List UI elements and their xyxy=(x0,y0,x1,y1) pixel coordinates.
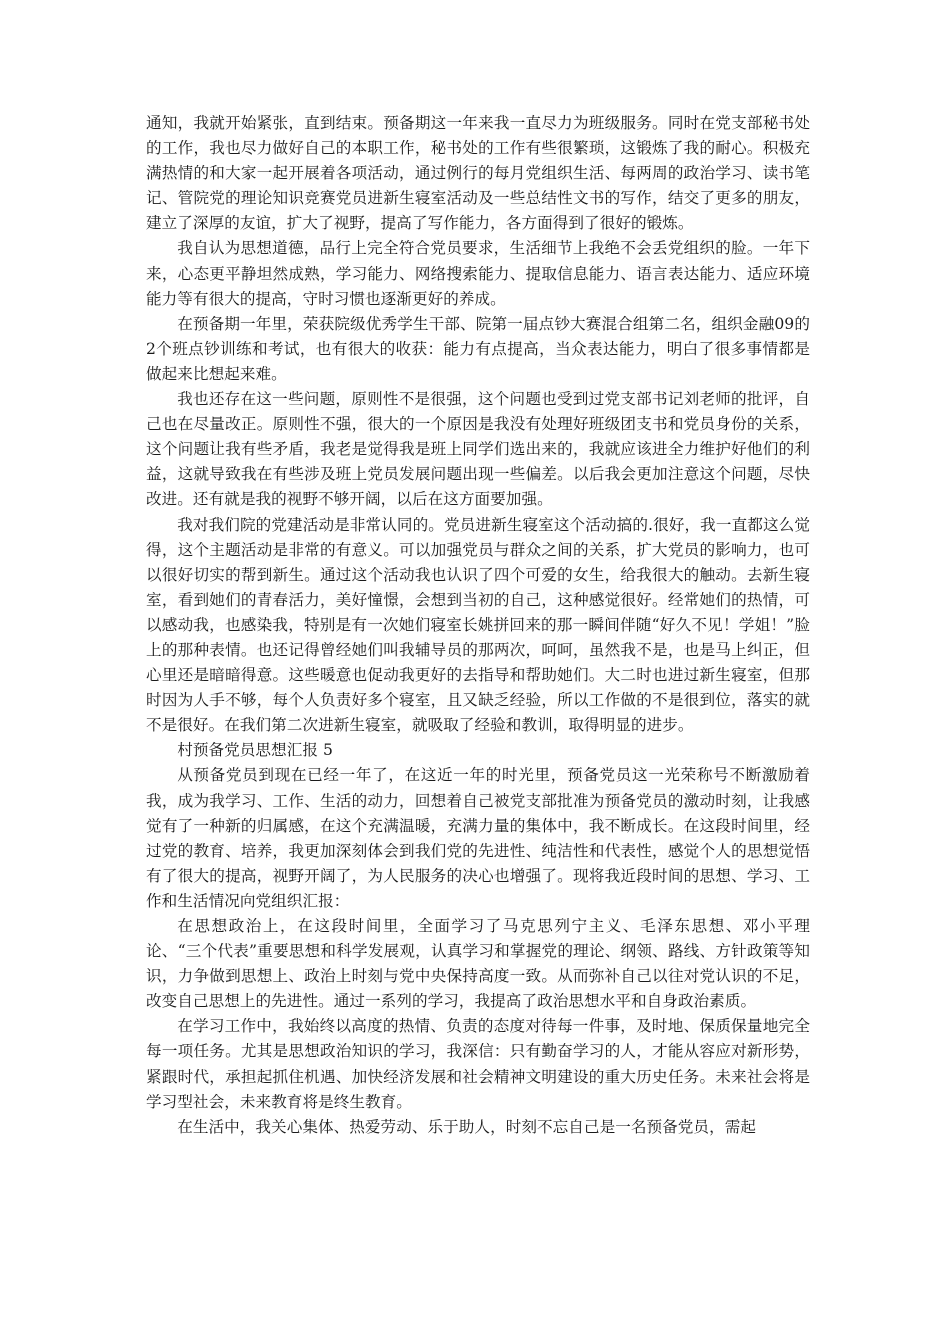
paragraph-continuation: 通知，我就开始紧张，直到结束。预备期这一年来我一直尽力为班级服务。同时在党支部秘书处的工作，我也尽力做好自己的本职工作，秘书处的工作有些很繁琐，这锻炼了我的耐心。积极充满热情的和大家一起开展着各项活动，通过例行的每月党组织生活、每两周的政治学习、读书笔记、管院党的理论知识竞赛党员进新生寝室活动及一些总结性文书的写作，结交了更多的朋友，建立了深厚的友谊，扩大了视野，提高了写作能力，各方面得到了很好的锻炼。 xyxy=(146,114,810,233)
paragraph: 在生活中，我关心集体、热爱劳动、乐于助人，时刻不忘自己是一名预备党员，需起 xyxy=(177,1117,757,1136)
paragraph: 我自认为思想道德，品行上完全符合党员要求，生活细节上我绝不会丢党组织的脸。一年下来，心态更平静坦然成熟，学习能力、网络搜索能力、提取信息能力、语言表达能力、适应环境能力等有很大的提高，守时习惯也逐渐更好的养成。 xyxy=(146,239,810,308)
paragraph: 我也还存在这一些问题，原则性不是很强，这个问题也受到过党支部书记刘老师的批评，自己也在尽量改正。原则性不强，很大的一个原因是我没有处理好班级团支书和党员身份的关系，这个问题让我有些矛盾，我老是觉得我是班上同学们选出来的，我就应该进全力维护好他们的利益，这就导致我在有些涉及班上党员发展问题出现一些偏差。以后我会更加注意这个问题，尽快改进。还有就是我的视野不够开阔，以后在这方面要加强。 xyxy=(146,390,810,509)
document-body xyxy=(146,111,810,1140)
paragraph: 在思想政治上，在这段时间里，全面学习了马克思列宁主义、毛泽东思想、邓小平理论、“三个代表”重要思想和科学发展观，认真学习和掌握党的理论、纲领、路线、方针政策等知识，力争做到思想上、政治上时刻与党中央保持高度一致。从而弥补自己以往对党认识的不足，改变自己思想上的先进性。通过一系列的学习，我提高了政治思想水平和自身政治素质。 xyxy=(146,917,810,1011)
paragraph: 在预备期一年里，荣获院级优秀学生干部、院第一届点钞大赛混合组第二名，组织金融09的2个班点钞训练和考试，也有很大的收获：能力有点提高，当众表达能力，明白了很多事情都是做起来比想起来难。 xyxy=(146,314,810,383)
paragraph: 在学习工作中，我始终以高度的热情、负责的态度对待每一件事，及时地、保质保量地完全每一项任务。尤其是思想政治知识的学习，我深信：只有勤奋学习的人，才能从容应对新形势，紧跟时代，承担起抓住机遇、加快经济发展和社会精神文明建设的重大历史任务。未来社会将是学习型社会，未来教育将是终生教育。 xyxy=(146,1017,810,1111)
paragraph: 从预备党员到现在已经一年了，在这近一年的时光里，预备党员这一光荣称号不断激励着我，成为我学习、工作、生活的动力，回想着自己被党支部批准为预备党员的激动时刻，让我感觉有了一种新的归属感，在这个充满温暖，充满力量的集体中，我不断成长。在这段时间里，经过党的教育、培养，我更加深刻体会到我们党的先进性、纯洁性和代表性，感觉个人的思想觉悟有了很大的提高，视野开阔了，为人民服务的决心也增强了。现将我近段时间的思想、学习、工作和生活情况向党组织汇报： xyxy=(146,766,810,910)
paragraph: 我对我们院的党建活动是非常认同的。党员进新生寝室这个活动搞的.很好，我一直都这么觉得，这个主题活动是非常的有意义。可以加强党员与群众之间的关系，扩大党员的影响力，也可以很好切实的帮到新生。通过这个活动我也认识了四个可爱的女生，给我很大的触动。去新生寝室，看到她们的青春活力，美好憧憬，会想到当初的自己，这种感觉很好。经常她们的热情，可以感动我，也感染我，特别是有一次她们寝室长姚拼回来的那一瞬间伴随“好久不见！学姐！”脸上的那种表情。也还记得曾经她们叫我辅导员的那两次，呵呵，虽然我不是，也是马上纠正，但心里还是暗暗得意。这些暖意也促动我更好的去指导和帮助她们。大二时也进过新生寝室，但那时因为人手不够，每个人负责好多个寝室，且又缺乏经验，所以工作做的不是很到位，落实的就不是很好。在我们第二次进新生寝室，就吸取了经验和教训，取得明显的进步。 xyxy=(146,515,810,735)
section-heading: 村预备党员思想汇报 5 xyxy=(177,741,333,760)
